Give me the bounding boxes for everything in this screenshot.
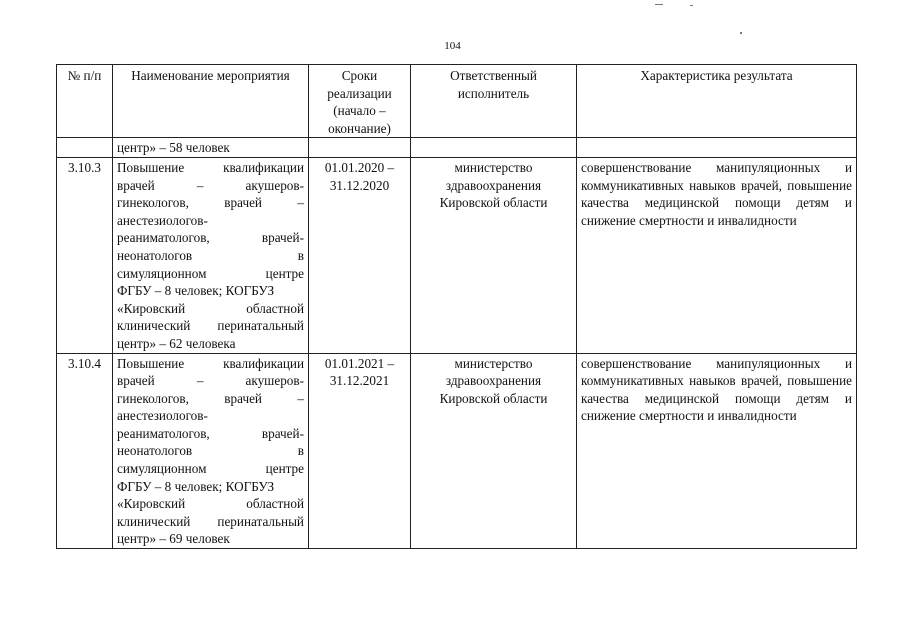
scan-speck (740, 32, 742, 34)
name-word: анестезиологов- (117, 212, 208, 228)
header-dates-line: окончание) (328, 120, 391, 136)
name-word: – (196, 373, 204, 389)
name-line (117, 425, 304, 443)
name-word: гинекологов, (117, 390, 189, 406)
name-word: квалификации (223, 159, 304, 175)
header-responsible (411, 65, 577, 138)
name-word: центр» – 62 человека (117, 335, 236, 351)
name-word: центре (265, 461, 304, 477)
header-name: Наименование мероприятия (113, 65, 309, 138)
continuation-num-cell (57, 138, 113, 158)
header-responsible-line: Ответственный (450, 68, 537, 83)
name-word: симуляционном (117, 265, 207, 281)
row-num-cell: 3.10.3 (57, 157, 113, 353)
name-word: Повышение (117, 159, 185, 175)
name-word: Повышение (117, 355, 185, 371)
name-word: клинический (117, 513, 191, 529)
name-word: реаниматологов, (117, 425, 210, 441)
name-word: – (196, 177, 204, 193)
name-word: анестезиологов- (117, 408, 208, 424)
responsible-line: Кировской области (439, 195, 548, 211)
name-line (117, 460, 304, 478)
name-word: центр» – 69 человек (117, 531, 230, 547)
name-line (117, 282, 304, 300)
name-word: центре (265, 265, 304, 281)
name-line (117, 355, 304, 373)
name-word: – (297, 195, 304, 211)
name-line (117, 407, 304, 425)
name-word: в (297, 443, 304, 459)
name-word: «Кировский (117, 496, 186, 512)
scan-speck (655, 4, 663, 5)
name-word: областной (246, 300, 304, 316)
name-word: перинатальный (217, 513, 304, 529)
row-responsible-cell (411, 353, 577, 549)
name-word: врачей- (261, 425, 304, 441)
name-line (117, 212, 304, 230)
responsible-line: министерство (454, 159, 533, 175)
name-word: акушеров- (245, 177, 304, 193)
continuation-name-cell: центр» – 58 человек (113, 138, 309, 158)
row-name-cell (113, 157, 309, 353)
name-line (117, 229, 304, 247)
name-line (117, 300, 304, 318)
name-line (117, 495, 304, 513)
name-word: реаниматологов, (117, 230, 210, 246)
name-line (117, 335, 304, 353)
name-line (117, 530, 304, 548)
header-dates (309, 65, 411, 138)
name-line (117, 177, 304, 195)
name-line (117, 513, 304, 531)
name-word: «Кировский (117, 300, 186, 316)
row-num-cell: 3.10.4 (57, 353, 113, 549)
header-responsible-line: исполнитель (457, 85, 530, 101)
dates-line: 01.01.2020 – (324, 159, 395, 175)
responsible-line: здравоохранения (445, 177, 542, 193)
dates-line: 31.12.2021 (329, 373, 390, 389)
name-word: неонатологов (117, 443, 193, 459)
responsible-line: Кировской области (439, 390, 548, 406)
page-number: 104 (444, 40, 461, 52)
dates-line: 01.01.2021 – (324, 355, 395, 371)
name-word: неонатологов (117, 247, 193, 263)
name-word: врачей- (261, 230, 304, 246)
header-dates-line: (начало – (333, 103, 386, 119)
row-result-cell: совершенствование манипуляционных и коммуникативных навыков врачей, повышение качества медицинской помощи детям и снижение смертности и инвалидности (577, 353, 857, 549)
name-word: симуляционном (117, 461, 207, 477)
scan-speck (690, 5, 693, 6)
name-word: гинекологов, (117, 195, 189, 211)
name-line (117, 372, 304, 390)
name-line (117, 159, 304, 177)
row-result-cell: совершенствование манипуляционных и коммуникативных навыков врачей, повышение качества медицинской помощи детям и снижение смертности и инвалидности (577, 157, 857, 353)
table-row (57, 157, 857, 353)
responsible-line: министерство (454, 355, 533, 371)
name-line (117, 265, 304, 283)
name-word: акушеров- (245, 373, 304, 389)
header-result: Характеристика результата (577, 65, 857, 138)
continuation-result-cell (577, 138, 857, 158)
header-dates-line: реализации (327, 85, 392, 101)
name-word: врачей (224, 390, 262, 406)
header-num: № п/п (57, 65, 113, 138)
continuation-row (57, 138, 857, 158)
continuation-responsible-cell (411, 138, 577, 158)
name-line (117, 194, 304, 212)
name-word: – (297, 390, 304, 406)
dates-line: 31.12.2020 (329, 177, 390, 193)
table-row (57, 353, 857, 549)
name-word: квалификации (223, 355, 304, 371)
responsible-line: здравоохранения (445, 373, 542, 389)
name-word: ФГБУ – 8 человек; КОГБУЗ (117, 478, 275, 494)
activities-table (56, 64, 857, 549)
row-responsible-cell (411, 157, 577, 353)
row-dates-cell (309, 157, 411, 353)
name-line (117, 442, 304, 460)
table-header (57, 65, 857, 138)
name-word: врачей (117, 177, 155, 193)
name-word: в (297, 247, 304, 263)
name-word: врачей (224, 195, 262, 211)
name-word: врачей (117, 373, 155, 389)
name-word: областной (246, 496, 304, 512)
name-line (117, 317, 304, 335)
name-line (117, 390, 304, 408)
continuation-dates-cell (309, 138, 411, 158)
header-dates-line: Сроки (341, 68, 378, 83)
row-dates-cell (309, 353, 411, 549)
name-word: ФГБУ – 8 человек; КОГБУЗ (117, 283, 275, 299)
name-line (117, 478, 304, 496)
row-name-cell (113, 353, 309, 549)
name-word: клинический (117, 318, 191, 334)
name-word: перинатальный (217, 318, 304, 334)
name-line (117, 247, 304, 265)
